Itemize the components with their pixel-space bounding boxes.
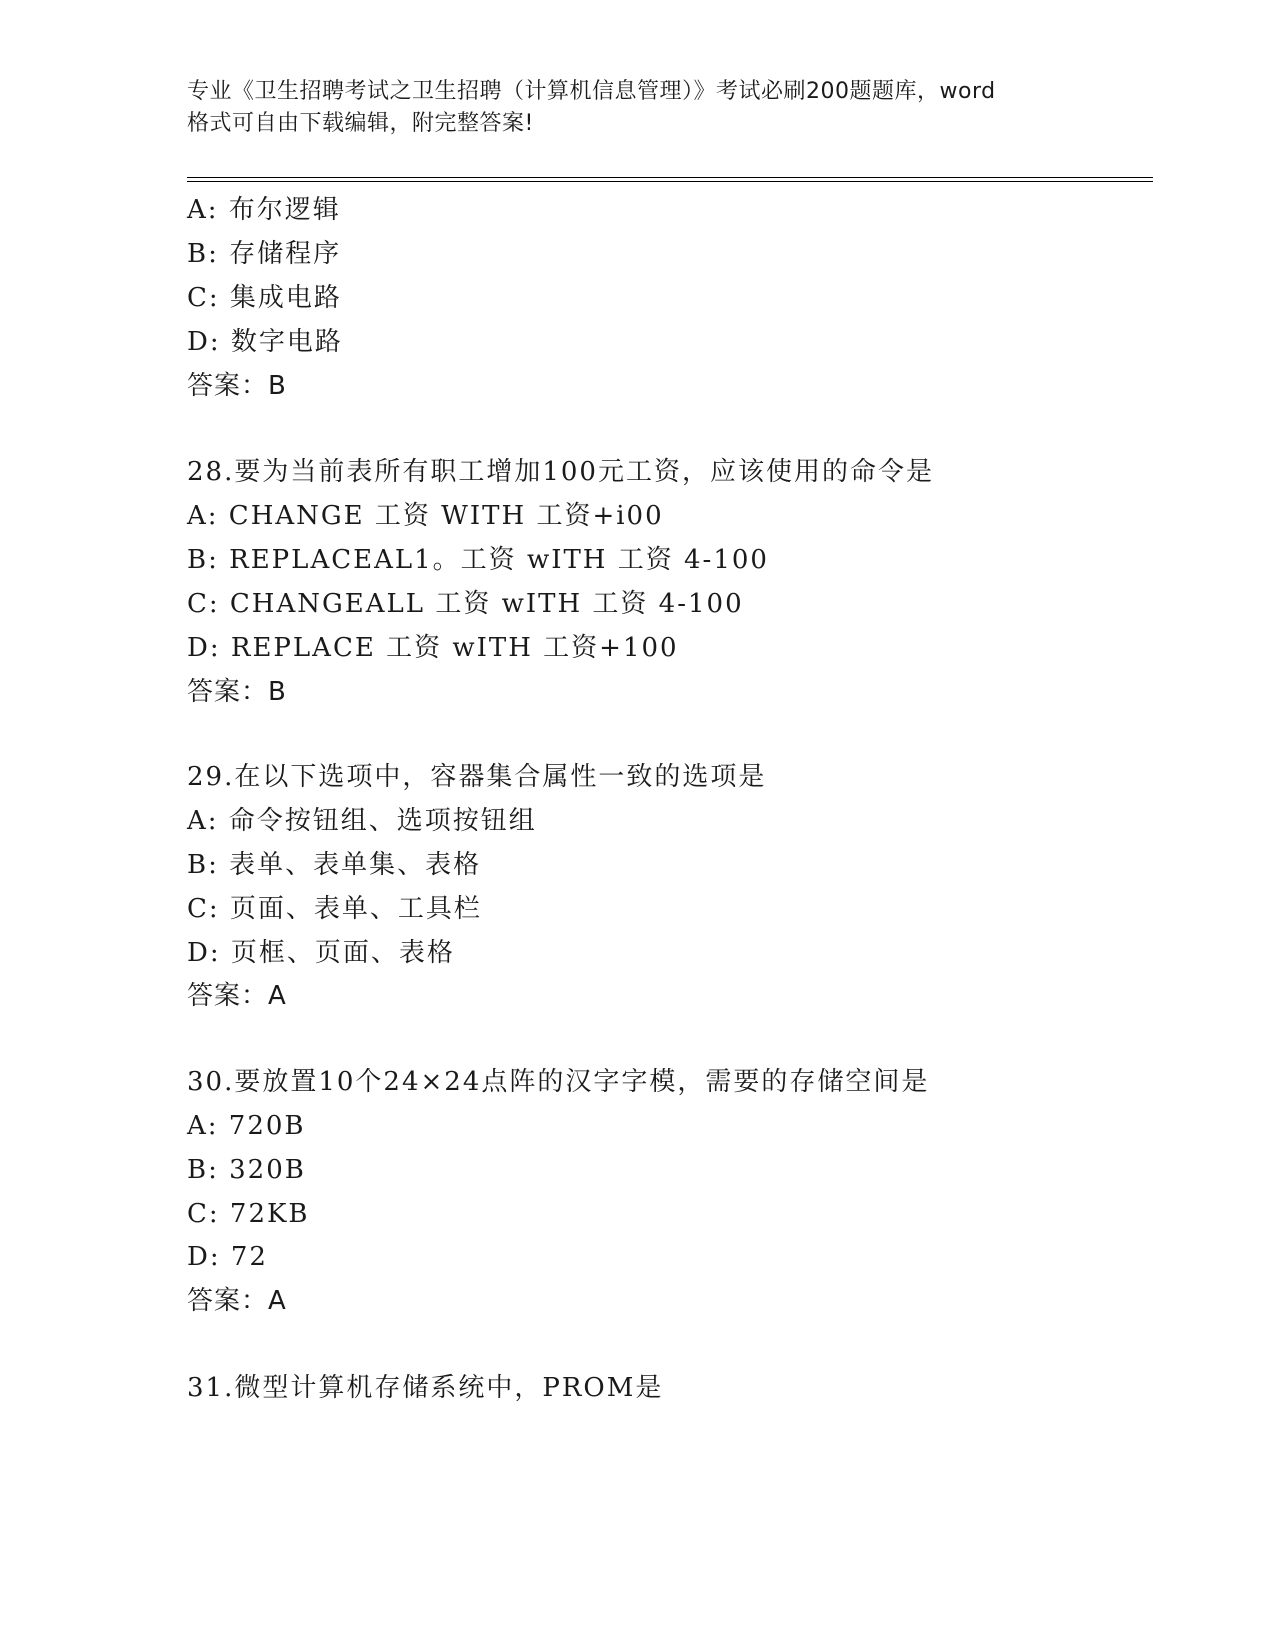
option-b: B: 320B [187, 1155, 306, 1185]
option-c: C: 页面、表单、工具栏 [187, 894, 482, 924]
option-a: A: 命令按钮组、选项按钮组 [187, 806, 537, 836]
answer-label: 答案：B [187, 371, 287, 401]
option-a: A: 布尔逻辑 [187, 195, 341, 225]
header-divider-bottom [187, 181, 1153, 182]
question-stem: 28.要为当前表所有职工增加100元工资，应该使用的命令是 [187, 457, 934, 487]
answer-label: 答案：A [187, 1286, 287, 1316]
option-d: D: 页框、页面、表格 [187, 938, 455, 968]
option-c: C: CHANGEALL 工资 wITH 工资 4-100 [187, 589, 744, 619]
option-b: B: REPLACEAL1。工资 wITH 工资 4-100 [187, 545, 769, 575]
header-line-2: 格式可自由下载编辑，附完整答案! [187, 111, 534, 136]
header-divider-top [187, 177, 1153, 178]
option-c: C: 集成电路 [187, 283, 342, 313]
option-a: A: 720B [187, 1111, 306, 1141]
answer-label: 答案：A [187, 981, 287, 1011]
option-a: A: CHANGE 工资 WITH 工资+i00 [187, 501, 664, 531]
answer-label: 答案：B [187, 677, 287, 707]
question-stem: 31.微型计算机存储系统中，PROM是 [187, 1373, 664, 1403]
option-b: B: 存储程序 [187, 239, 342, 269]
header-line-1: 专业《卫生招聘考试之卫生招聘（计算机信息管理）》考试必刷200题题库，word [187, 79, 996, 104]
option-d: D: 72 [187, 1242, 268, 1272]
question-stem: 29.在以下选项中，容器集合属性一致的选项是 [187, 762, 767, 792]
option-d: D: 数字电路 [187, 327, 343, 357]
option-c: C: 72KB [187, 1199, 310, 1229]
option-d: D: REPLACE 工资 wITH 工资+100 [187, 633, 679, 663]
document-header [187, 76, 1087, 140]
question-stem: 30.要放置10个24×24点阵的汉字字模，需要的存储空间是 [187, 1067, 930, 1097]
option-b: B: 表单、表单集、表格 [187, 850, 482, 880]
